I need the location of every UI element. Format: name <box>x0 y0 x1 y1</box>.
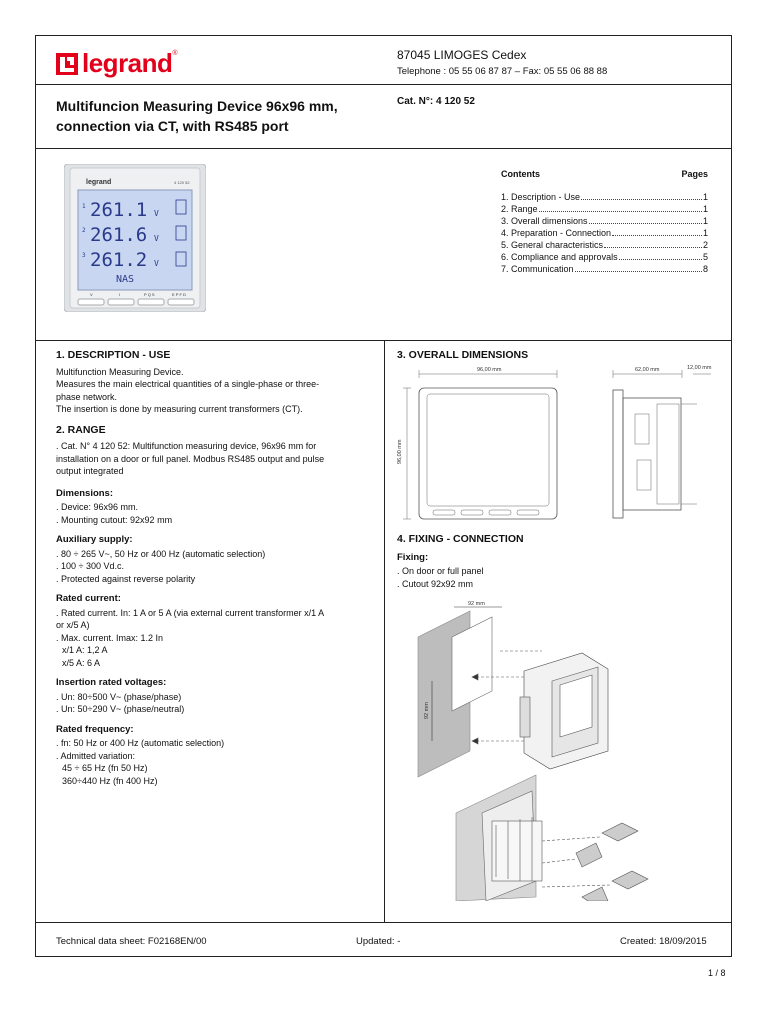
footer-updated: Updated: - <box>356 936 401 947</box>
section-heading: 4. FIXING - CONNECTION <box>397 533 524 545</box>
overall-dimensions-drawing <box>397 364 717 526</box>
section-heading: 2. RANGE <box>56 423 106 436</box>
toc-item[interactable] <box>501 203 708 215</box>
list-item: . 80 ÷ 265 V~, 50 Hz or 400 Hz (automatic selection) <box>56 548 266 559</box>
toc-item-label: 3. Overall dimensions <box>501 216 588 226</box>
footer-sheet: Technical data sheet: F02168EN/00 <box>56 936 207 947</box>
device-button-label: E P F D <box>172 292 186 297</box>
list-item: . Un: 80÷500 V~ (phase/phase) <box>56 691 182 702</box>
paragraph-line: installation on a door or full panel. Modbus RS485 output and pulse <box>56 453 325 464</box>
list-item: . Cutout 92x92 mm <box>397 578 474 589</box>
toc-item[interactable] <box>501 251 708 263</box>
list-item: . Admitted variation: <box>56 750 136 761</box>
title-line: connection via CT, with RS485 port <box>56 118 289 134</box>
lcd-row-unit: V <box>154 234 159 243</box>
toc-item-page: 1 <box>702 192 708 202</box>
toc-item-page: 1 <box>702 216 708 226</box>
section-heading: 3. OVERALL DIMENSIONS <box>397 349 529 361</box>
lcd-row-value: 261.2 <box>90 249 148 271</box>
list-item: 45 ÷ 65 Hz (fn 50 Hz) <box>62 763 148 773</box>
toc-item[interactable] <box>501 215 708 227</box>
legrand-logo <box>56 48 178 79</box>
toc-item[interactable] <box>501 263 708 275</box>
address-block <box>397 48 607 77</box>
list-item: . Max. current. Imax: 1.2 In <box>56 632 164 643</box>
lcd-row-num: 3 <box>82 252 86 259</box>
list-item: or x/5 A) <box>56 620 90 630</box>
device-button-label: I <box>119 292 121 297</box>
lcd-mode: NAS <box>116 274 135 285</box>
device-button <box>108 299 134 305</box>
toc-item-page: 2 <box>702 240 708 250</box>
dimension-label: 92 mm <box>424 702 430 719</box>
paragraph-line: The insertion is done by measuring current transformers (CT). <box>56 404 303 414</box>
device-brand: legrand <box>86 179 112 186</box>
divider <box>36 922 731 923</box>
column-divider <box>384 340 385 922</box>
catalog-number: Cat. N°: 4 120 52 <box>397 96 475 107</box>
legrand-logo-icon <box>56 53 78 75</box>
left-column <box>56 349 376 787</box>
dimension-label: 62,00 mm <box>635 367 660 373</box>
subheading: Dimensions: <box>56 487 114 499</box>
list-item: . Protected against reverse polarity <box>56 573 196 584</box>
page-number: 1 / 8 <box>708 968 726 978</box>
list-item: . Mounting cutout: 92x92 mm <box>56 514 173 525</box>
subheading: Rated frequency: <box>56 723 134 735</box>
list-item: . 100 ÷ 300 Vd.c. <box>56 561 124 571</box>
device-button-label: P Q S <box>144 292 155 297</box>
page-frame <box>35 35 732 957</box>
product-title <box>56 96 338 136</box>
address-city: 87045 LIMOGES Cedex <box>397 48 527 62</box>
dimension-label: 96,00 mm <box>397 439 403 464</box>
toc-item-label: 1. Description - Use <box>501 192 581 202</box>
toc-item-label: 2. Range <box>501 204 538 214</box>
dimension-label: 92 mm <box>468 601 485 607</box>
device-button-label: V <box>90 292 93 297</box>
device-photo <box>64 164 206 312</box>
brand-name: legrand <box>82 48 173 78</box>
dimension-label: 12,00 mm <box>687 365 712 371</box>
list-item: 360÷440 Hz (fn 400 Hz) <box>62 775 158 786</box>
list-item: x/5 A: 6 A <box>62 657 101 668</box>
lcd-row-num: 1 <box>82 203 86 210</box>
toc-item-page: 1 <box>702 228 708 238</box>
list-item: . On door or full panel <box>397 566 484 576</box>
toc-item-page: 1 <box>702 204 708 214</box>
device-button <box>168 299 194 305</box>
toc-item-page: 8 <box>702 264 708 274</box>
list-item: . fn: 50 Hz or 400 Hz (automatic selection) <box>56 738 225 748</box>
list-item: . Device: 96x96 mm. <box>56 502 139 512</box>
divider <box>36 84 731 85</box>
toc-pages-heading: Pages <box>681 169 708 179</box>
toc-header <box>501 169 708 179</box>
lcd-row-value: 261.6 <box>90 224 148 246</box>
section4-block <box>397 533 717 590</box>
toc-item[interactable] <box>501 191 708 203</box>
paragraph-line: Multifunction Measuring Device. <box>56 366 184 377</box>
paragraph-line: Measures the main electrical quantities of a single-phase or three- <box>56 379 320 389</box>
subheading: Rated current: <box>56 593 121 604</box>
paragraph-line: output integrated <box>56 466 124 476</box>
subheading: Fixing: <box>397 551 429 563</box>
lcd-row-num: 2 <box>82 227 86 234</box>
lcd-row-unit: V <box>154 259 159 268</box>
toc-item-label: 7. Communication <box>501 264 574 274</box>
toc-item[interactable] <box>501 239 708 251</box>
subheading: Auxiliary supply: <box>56 534 133 545</box>
device-ref: 4 120 52 <box>174 180 190 185</box>
list-item: . Un: 50÷290 V~ (phase/neutral) <box>56 704 185 714</box>
toc-item-page: 5 <box>702 252 708 262</box>
address-phone: Telephone : 05 55 06 87 87 – Fax: 05 55 06 88 88 <box>397 66 608 77</box>
list-item: x/1 A: 1,2 A <box>62 645 108 655</box>
section-heading: 1. DESCRIPTION - USE <box>56 349 171 361</box>
dimension-label: 96,00 mm <box>477 367 502 373</box>
footer-created: Created: 18/09/2015 <box>620 936 707 947</box>
title-line: Multifuncion Measuring Device 96x96 mm, <box>56 98 338 114</box>
toc-item[interactable] <box>501 227 708 239</box>
fixing-connection-drawing <box>412 601 652 901</box>
registered-mark: ® <box>172 50 178 57</box>
device-button <box>138 299 164 305</box>
lcd-row-unit: V <box>154 209 159 218</box>
toc-item-label: 4. Preparation - Connection <box>501 228 612 238</box>
paragraph-line: . Cat. N° 4 120 52: Multifunction measuring device, 96x96 mm for <box>56 441 317 451</box>
subheading: Insertion rated voltages: <box>56 677 167 688</box>
toc-heading: Contents <box>501 169 540 179</box>
device-button <box>78 299 104 305</box>
toc-item-label: 6. Compliance and approvals <box>501 252 618 262</box>
divider <box>36 148 731 149</box>
lcd-row-value: 261.1 <box>90 199 148 221</box>
toc-item-label: 5. General characteristics <box>501 240 604 250</box>
table-of-contents <box>501 169 708 275</box>
list-item: . Rated current. In: 1 A or 5 A (via external current transformer x/1 A <box>56 607 325 618</box>
paragraph-line: phase network. <box>56 391 118 402</box>
